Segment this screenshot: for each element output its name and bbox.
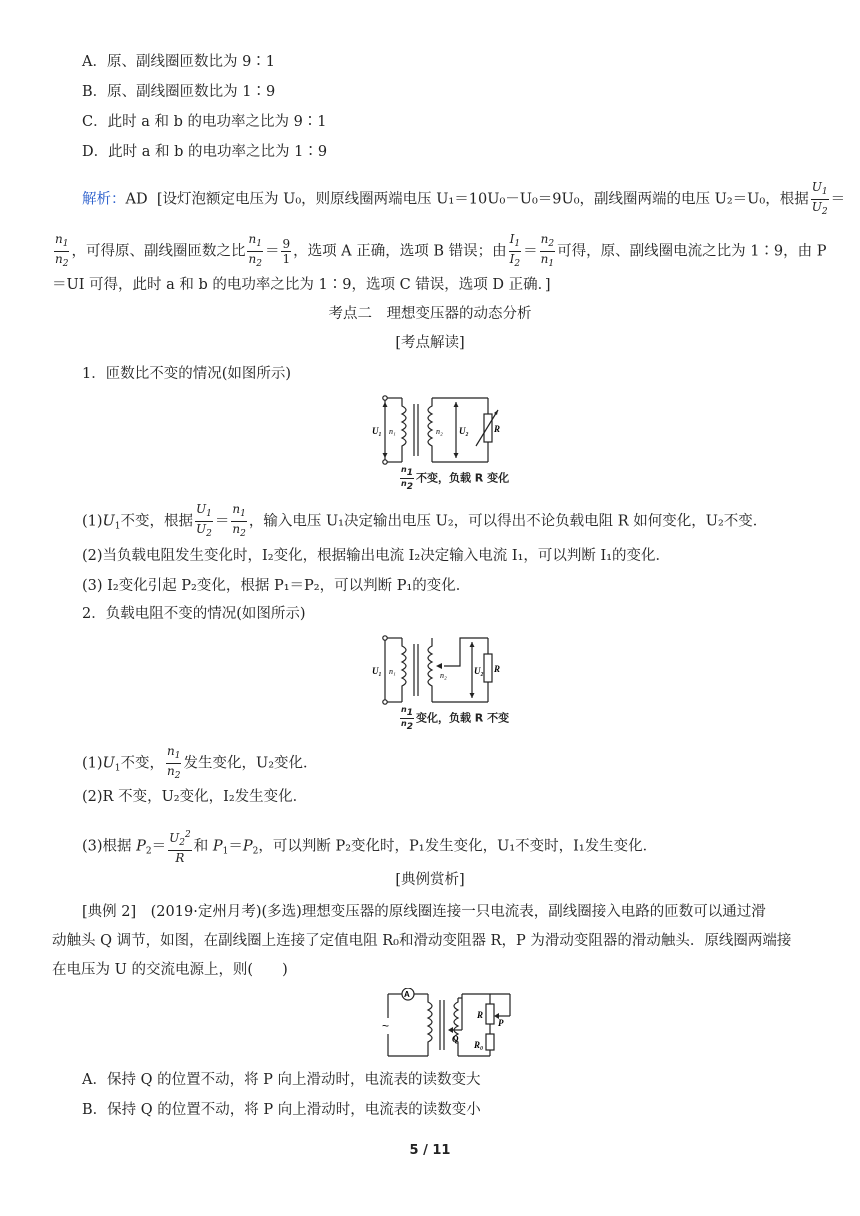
case1-item-1: $(1)U_1$不变，根据 $\frac{U_1}{U_2}$ ＝ $\frac{n_1}{n_2}$ ，输入电压 U₁决定输出电压 U₂，可以得出不论负载电阻 R 如何变化，U₂不变．: [82, 502, 768, 539]
option-d: D．此时 a 和 b 的电功率之比为 1∶9: [82, 144, 328, 160]
figure-2-caption: $\frac{n_1}{n_2}$ 变化，负载 R 不变: [401, 705, 510, 732]
option-c: C．此时 a 和 b 的电功率之比为 9∶1: [82, 114, 327, 130]
case1-item-2: (2)当负载电阻发生变化时，I₂变化，根据输出电流 I₂决定输入电流 I₁，可以判断 I₁的变化．: [82, 548, 671, 564]
svg-text:n₂: n₂: [440, 671, 447, 680]
section-subtitle: [考点解读]: [395, 335, 465, 351]
case2-item-2: (2)R 不变，U₂变化，I₂发生变化．: [82, 789, 308, 805]
analysis-label: 解析：: [82, 191, 126, 208]
svg-text:U₁: U₁: [372, 426, 382, 436]
case2-item-1: $(1)U_1$不变， $\frac{n_1}{n_2}$ 发生变化，U₂变化．: [82, 744, 318, 781]
svg-text:A: A: [404, 990, 410, 999]
fraction-u1-u2: $\frac{U_1}{U_2}$: [811, 180, 828, 217]
svg-text:R: R: [477, 1010, 484, 1020]
svg-text:R: R: [494, 664, 500, 674]
svg-text:U₁: U₁: [372, 666, 382, 676]
svg-text:n₂: n₂: [436, 427, 443, 436]
fraction-n1-n2: $\frac{n_1}{n_2}$: [55, 232, 69, 269]
case1-heading: 1．匝数比不变的情况(如图所示): [82, 366, 292, 382]
analysis-text-1: [设灯泡额定电压为 U₀，则原线圈两端电压 U₁＝10U₀－U₀＝9U₀，副线圈两端的电压 U₂＝U₀，根据: [156, 191, 809, 208]
svg-text:n₁: n₁: [389, 667, 396, 676]
option-a: A．原、副线圈匝数比为 9∶1: [82, 54, 276, 70]
svg-text:R₀: R₀: [474, 1040, 484, 1050]
case1-item-3: (3) I₂变化引起 P₂变化，根据 P₁＝P₂，可以判断 P₁的变化．: [82, 578, 471, 594]
analysis-line-2: $\frac{n_1}{n_2}$ ，可得原、副线圈匝数之比 $\frac{n_1}{n_2}$ ＝ $\frac{9}{1}$ ，选项 A 正确，选项 B 错误；由 $\frac{I_1}{I_2}$ ＝ $\frac{n_2}{n_1}$ 可得，原、副线圈电流之比为 1∶9，由 P: [55, 232, 827, 269]
example-line-2: 动触头 Q 调节，如图，在副线圈上连接了定值电阻 R₀和滑动变阻器 R，P 为滑动变阻器的滑动触头．原线圈两端接: [52, 933, 792, 949]
svg-text:R: R: [494, 424, 500, 434]
case2-heading: 2．负载电阻不变的情况(如图所示): [82, 606, 306, 622]
page-number: 5 / 11: [409, 1143, 451, 1158]
analysis-line-3: ＝UI 可得，此时 a 和 b 的电功率之比为 1∶9，选项 C 错误，选项 D 正确．]: [52, 277, 551, 293]
transformer-figure-3: [380, 988, 520, 1064]
svg-text:P: P: [498, 1018, 504, 1028]
svg-text:U₂: U₂: [459, 426, 469, 436]
svg-text:U₂: U₂: [474, 666, 484, 676]
example-line-1: [典例 2] (2019·定州月考)(多选)理想变压器的原线圈连接一只电流表，副线圈接入电路的匝数可以通过滑: [82, 904, 766, 920]
example-section-title: [典例赏析]: [395, 872, 465, 888]
case2-item-3: (3)根据 $P_2=$ $\frac{U_2^2}{R}$ 和 $P_1=P_2$，可以判断 P₂变化时，P₁发生变化，U₁不变时，I₁发生变化．: [82, 830, 658, 865]
svg-text:n₁: n₁: [389, 427, 396, 436]
analysis-line-1: 解析：AD [设灯泡额定电压为 U₀，则原线圈两端电压 U₁＝10U₀－U₀＝9U₀，副线圈两端的电压 U₂＝U₀，根据 $\frac{U_1}{U_2}$ ＝: [82, 180, 846, 217]
figure-1-caption: $\frac{n_1}{n_2}$ 不变，负载 R 变化: [401, 465, 510, 492]
svg-text:Q: Q: [452, 1034, 459, 1044]
example-option-b: B．保持 Q 的位置不动，将 P 向上滑动时，电流表的读数变小: [82, 1102, 481, 1118]
example-option-a: A．保持 Q 的位置不动，将 P 向上滑动时，电流表的读数变大: [82, 1072, 481, 1088]
svg-text:~: ~: [382, 1019, 390, 1033]
option-b: B．原、副线圈匝数比为 1∶9: [82, 84, 276, 100]
example-line-3: 在电压为 U 的交流电源上，则( ): [52, 962, 288, 978]
analysis-answer: AD: [125, 191, 148, 208]
section-title: 考点二 理想变压器的动态分析: [328, 306, 532, 322]
